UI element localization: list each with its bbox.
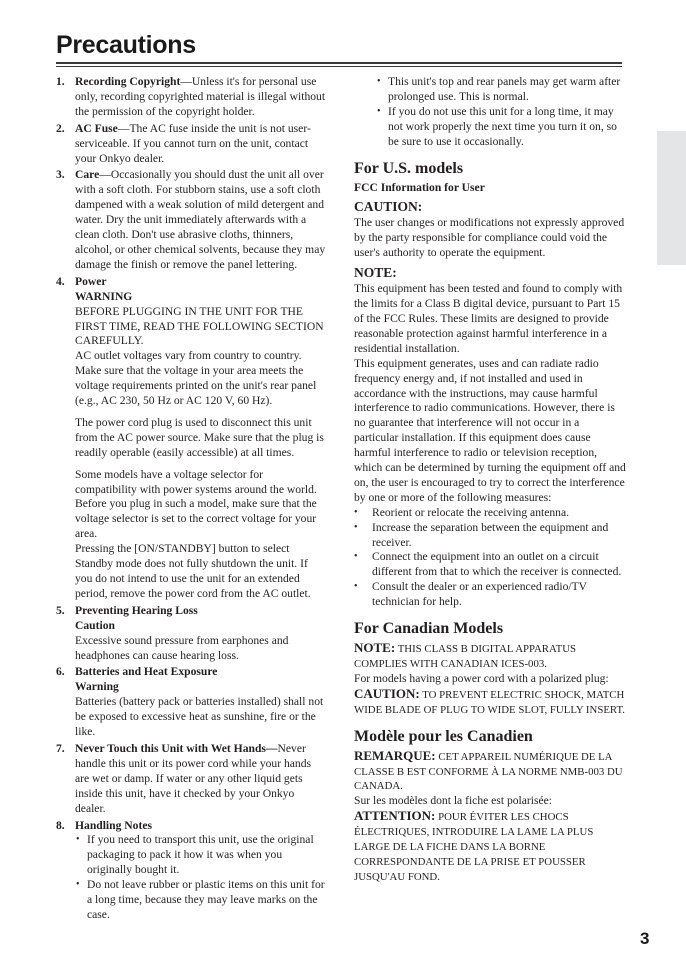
warning-text: BEFORE PLUGGING IN THE UNIT FOR THE FIRST TIME, READ THE FOLLOWING SECTION CAREFULLY. bbox=[75, 304, 324, 348]
item-number: 6. bbox=[56, 665, 65, 679]
item-heading: Preventing Hearing Loss bbox=[75, 603, 198, 617]
section-heading-us-models: For U.S. models bbox=[354, 159, 464, 177]
item-heading: Batteries and Heat Exposure bbox=[75, 665, 218, 679]
item-heading: Never Touch this Unit with Wet Hands— bbox=[75, 741, 278, 755]
canada-caution bbox=[354, 687, 626, 718]
power-paragraph: AC outlet voltages vary from country to country. Make sure that the voltage in your area meets the voltage requirements printed on the unit's rear panel (e.g., AC 230, 50 Hz or AC 120 V, 60 Hz). bbox=[75, 349, 317, 408]
item-heading: Handling Notes bbox=[75, 818, 152, 832]
item-text: —The AC fuse inside the unit is not user-serviceable. If you cannot turn on the unit, contact your Onkyo dealer. bbox=[75, 121, 311, 165]
remarque-label: REMARQUE: bbox=[354, 747, 436, 763]
section-heading-canadian-models: For Canadian Models bbox=[354, 620, 504, 638]
remarque bbox=[354, 749, 626, 795]
item-number: 1. bbox=[56, 75, 65, 88]
bullet-item: • Do not leave rubber or plastic items on this unit for a long time, because they may leave marks on the case. bbox=[75, 878, 326, 923]
measure-item: • Consult the dealer or an experienced radio/TV technician for help. bbox=[354, 580, 626, 610]
item-number: 7. bbox=[56, 741, 65, 755]
item-number: 2. bbox=[56, 121, 65, 135]
page-number: 3 bbox=[640, 929, 650, 948]
bullet-item: • If you need to transport this unit, use the original packaging to pack it how it was when you originally bought it. bbox=[75, 833, 326, 878]
item-heading: AC Fuse bbox=[75, 121, 118, 135]
note-text: THIS CLASS B DIGITAL APPARATUS COMPLIES WITH CANADIAN ICES-003. bbox=[354, 643, 577, 670]
item-text: —Unless it's for personal use only, recording copyrighted material is illegal without the permission of the copyright holder. bbox=[75, 75, 326, 118]
precaution-item-recording-copyright bbox=[56, 75, 326, 120]
item-heading: Care bbox=[75, 168, 100, 182]
power-paragraph: Some models have a voltage selector for compatibility with power systems around the world. Before you plug in such a model, make sure that the voltage selector is set to the correct voltage for your area. bbox=[75, 467, 317, 541]
power-paragraph: Pressing the [ON/STANDBY] button to select Standby mode does not fully shutdown the unit. If you do not intend to use the unit for an extended period, remove the power cord from the AC outlet. bbox=[75, 542, 311, 600]
item-text: Batteries (battery pack or batteries installed) shall not be exposed to excessive heat as sunshine, fire or the like. bbox=[75, 695, 324, 739]
warning-label: Warning bbox=[75, 680, 119, 694]
caution-label: CAUTION: bbox=[354, 199, 423, 215]
remarque-text: CET APPAREIL NUMÉRIQUE DE LA CLASSE B EST CONFORME À LA NORME NMB-003 DU CANADA. bbox=[354, 750, 623, 793]
item-text: Never handle this unit or its power cord while your hands are wet or damp. If water or any other liquid gets inside this unit, have it checked by your Onkyo dealer. bbox=[75, 741, 312, 815]
item-number: 8. bbox=[56, 818, 65, 832]
fcc-measures-list bbox=[354, 506, 626, 610]
precaution-item-hearing-loss bbox=[56, 604, 326, 664]
rule-line-top bbox=[56, 62, 622, 64]
measure-item: • Increase the separation between the equipment and receiver. bbox=[354, 521, 626, 551]
precaution-item-handling-notes bbox=[56, 819, 326, 923]
precaution-item-power bbox=[56, 275, 326, 602]
item-number: 3. bbox=[56, 168, 65, 182]
canada-note bbox=[354, 641, 626, 672]
power-paragraph: The power cord plug is used to disconnect this unit from the AC power source. Make sure that the plug is readily operable (easily accessible) at all times. bbox=[75, 415, 324, 459]
item-text: —Occasionally you should dust the unit all over with a soft cloth. For stubborn stains, use a soft cloth dampened with a weak solution of mild detergent and water. Dry the unit immediately afterwards with a clean cloth. Don't use abrasive cloths, thinners, alcohol, or other chemical solvents, because they may damage the finish or remove the panel lettering. bbox=[75, 168, 326, 271]
bullet-item: • This unit's top and rear panels may get warm after prolonged use. This is normal. bbox=[376, 75, 626, 105]
polarized-plug-text: For models having a power cord with a polarized plug: bbox=[354, 671, 609, 685]
precaution-item-wet-hands bbox=[56, 742, 326, 817]
attention-text: POUR ÉVITER LES CHOCS ÉLECTRIQUES, INTRODUIRE LA LAME LA PLUS LARGE DE LA FICHE DANS LA BORNE CORRESPONDANTE DE LA PRISE ET POUSSER JUSQU'AU FOND. bbox=[354, 811, 594, 883]
item-number: 5. bbox=[56, 603, 65, 617]
attention-label: ATTENTION: bbox=[354, 808, 436, 824]
bullet-item: • If you do not use this unit for a long time, it may not work properly the next time you turn it on, so be sure to use it occasionally. bbox=[376, 105, 626, 150]
page-title: Precautions bbox=[56, 31, 196, 59]
note-paragraph: This equipment has been tested and found to comply with the limits for a Class B digital device, pursuant to Part 15 of the FCC Rules. These limits are designed to provide reasonable protection against harmful interference in a residential installation. bbox=[354, 282, 623, 355]
rule-line-bottom bbox=[56, 66, 622, 67]
caution-text: The user changes or modifications not expressly approved by the party responsible for compliance could void the user's authority to operate the equipment. bbox=[354, 216, 625, 260]
note-label: NOTE: bbox=[354, 265, 397, 281]
handling-notes-continued bbox=[354, 75, 626, 150]
fcc-subheading: FCC Information for User bbox=[354, 180, 485, 194]
note-label: NOTE: bbox=[354, 640, 396, 656]
item-heading: Power bbox=[75, 274, 107, 288]
caution-label: CAUTION: bbox=[354, 685, 420, 701]
title-double-rule bbox=[56, 62, 622, 67]
measure-item: • Reorient or relocate the receiving antenna. bbox=[354, 506, 626, 521]
precaution-item-care bbox=[56, 168, 326, 272]
item-number: 4. bbox=[56, 274, 65, 288]
item-text: Excessive sound pressure from earphones and headphones can cause hearing loss. bbox=[75, 633, 289, 662]
left-column bbox=[56, 75, 326, 925]
measure-item: • Connect the equipment into an outlet on a circuit different from that to which the receiver is connected. bbox=[354, 550, 626, 580]
caution-text: TO PREVENT ELECTRIC SHOCK, MATCH WIDE BLADE OF PLUG TO WIDE SLOT, FULLY INSERT. bbox=[354, 688, 625, 716]
caution-label: Caution bbox=[75, 618, 115, 632]
section-heading-modele-canadien: Modèle pour les Canadien bbox=[354, 727, 533, 745]
warning-label: WARNING bbox=[75, 289, 133, 303]
precaution-item-batteries bbox=[56, 665, 326, 740]
polarisee-text: Sur les modèles dont la fiche est polarisée: bbox=[354, 794, 553, 808]
item-heading: Recording Copyright bbox=[75, 75, 181, 88]
section-side-tab bbox=[657, 131, 686, 265]
precaution-item-ac-fuse bbox=[56, 122, 326, 167]
right-column bbox=[354, 75, 626, 885]
note-paragraph: This equipment generates, uses and can radiate radio frequency energy and, if not installed and used in accordance with the instructions, may cause harmful interference to radio communications. However, there is no guarantee that interference will not occur in a particular installation. If this equipment does cause harmful interference to radio or television reception, which can be determined by turning the equipment off and on, the user is encouraged to try to correct the interference by one or more of the following measures: bbox=[354, 356, 626, 504]
attention bbox=[354, 809, 626, 885]
